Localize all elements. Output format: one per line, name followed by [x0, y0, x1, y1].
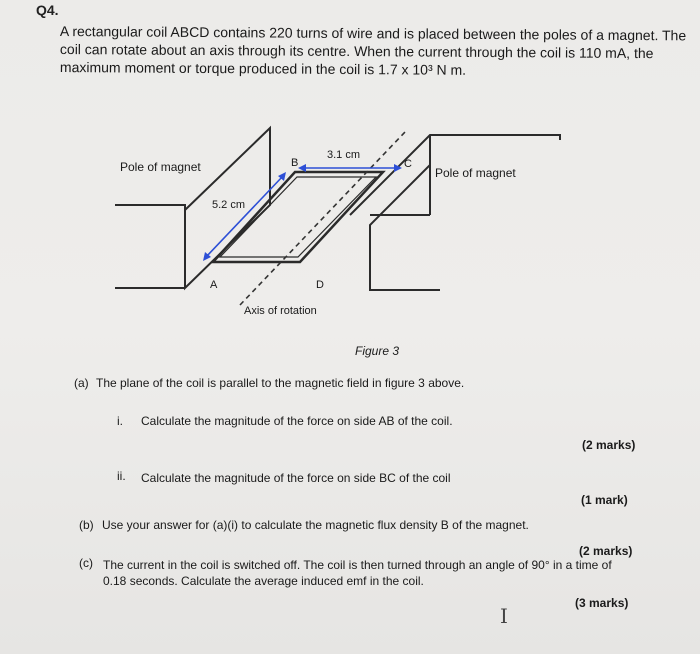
corner-c-label: C: [404, 158, 412, 170]
question-number: Q4.: [36, 2, 59, 18]
part-c-line-2: 0.18 seconds. Calculate the average induced emf in the coil.: [103, 574, 424, 588]
intro-line-3: maximum moment or torque produced in the coil is 1.7 x 10³ N m.: [59, 58, 467, 78]
intro-line-1: A rectangular coil ABCD contains 220 turns of wire and is placed between the poles of a magnet. The: [59, 22, 687, 44]
part-a-label: (a): [74, 376, 89, 390]
part-a-ii-marks: (1 mark): [581, 493, 628, 507]
corner-d-label: D: [316, 279, 324, 291]
part-c-label: (c): [79, 556, 93, 570]
corner-a-label: A: [210, 279, 218, 291]
part-a-i-number: i.: [117, 414, 123, 428]
intro-line-2: coil can rotate about an axis through its centre. When the current through the coil is 110 mA, the: [59, 40, 654, 62]
left-pole-label: Pole of magnet: [120, 160, 201, 174]
part-a-ii-number: ii.: [117, 469, 126, 483]
part-a-text: The plane of the coil is parallel to the magnetic field in figure 3 above.: [96, 376, 465, 390]
corner-b-label: B: [291, 157, 299, 169]
part-b-marks: (2 marks): [579, 544, 633, 558]
axis-of-rotation-label: Axis of rotation: [244, 305, 317, 317]
length-dimension-label: 5.2 cm: [212, 199, 246, 211]
length-dimension-arrow: [203, 172, 286, 261]
part-a-i-marks: (2 marks): [582, 438, 636, 452]
part-b-label: (b): [79, 518, 94, 532]
part-c-line-1: The current in the coil is switched off. The coil is then turned through an angle of 90° in a time of: [103, 558, 612, 572]
left-pole-outline: [115, 128, 270, 288]
part-a-ii-text: Calculate the magnitude of the force on side BC of the coil: [141, 471, 451, 485]
part-a-i-text: Calculate the magnitude of the force on side AB of the coil.: [141, 414, 453, 428]
right-pole-label: Pole of magnet: [435, 166, 516, 180]
figure-caption: Figure 3: [355, 344, 400, 358]
part-b-text: Use your answer for (a)(i) to calculate the magnetic flux density B of the magnet.: [102, 518, 529, 532]
width-dimension-label: 3.1 cm: [327, 149, 361, 161]
coil-outline: [213, 172, 383, 262]
part-c-marks: (3 marks): [575, 596, 629, 610]
text-cursor-icon: I: [500, 604, 508, 628]
